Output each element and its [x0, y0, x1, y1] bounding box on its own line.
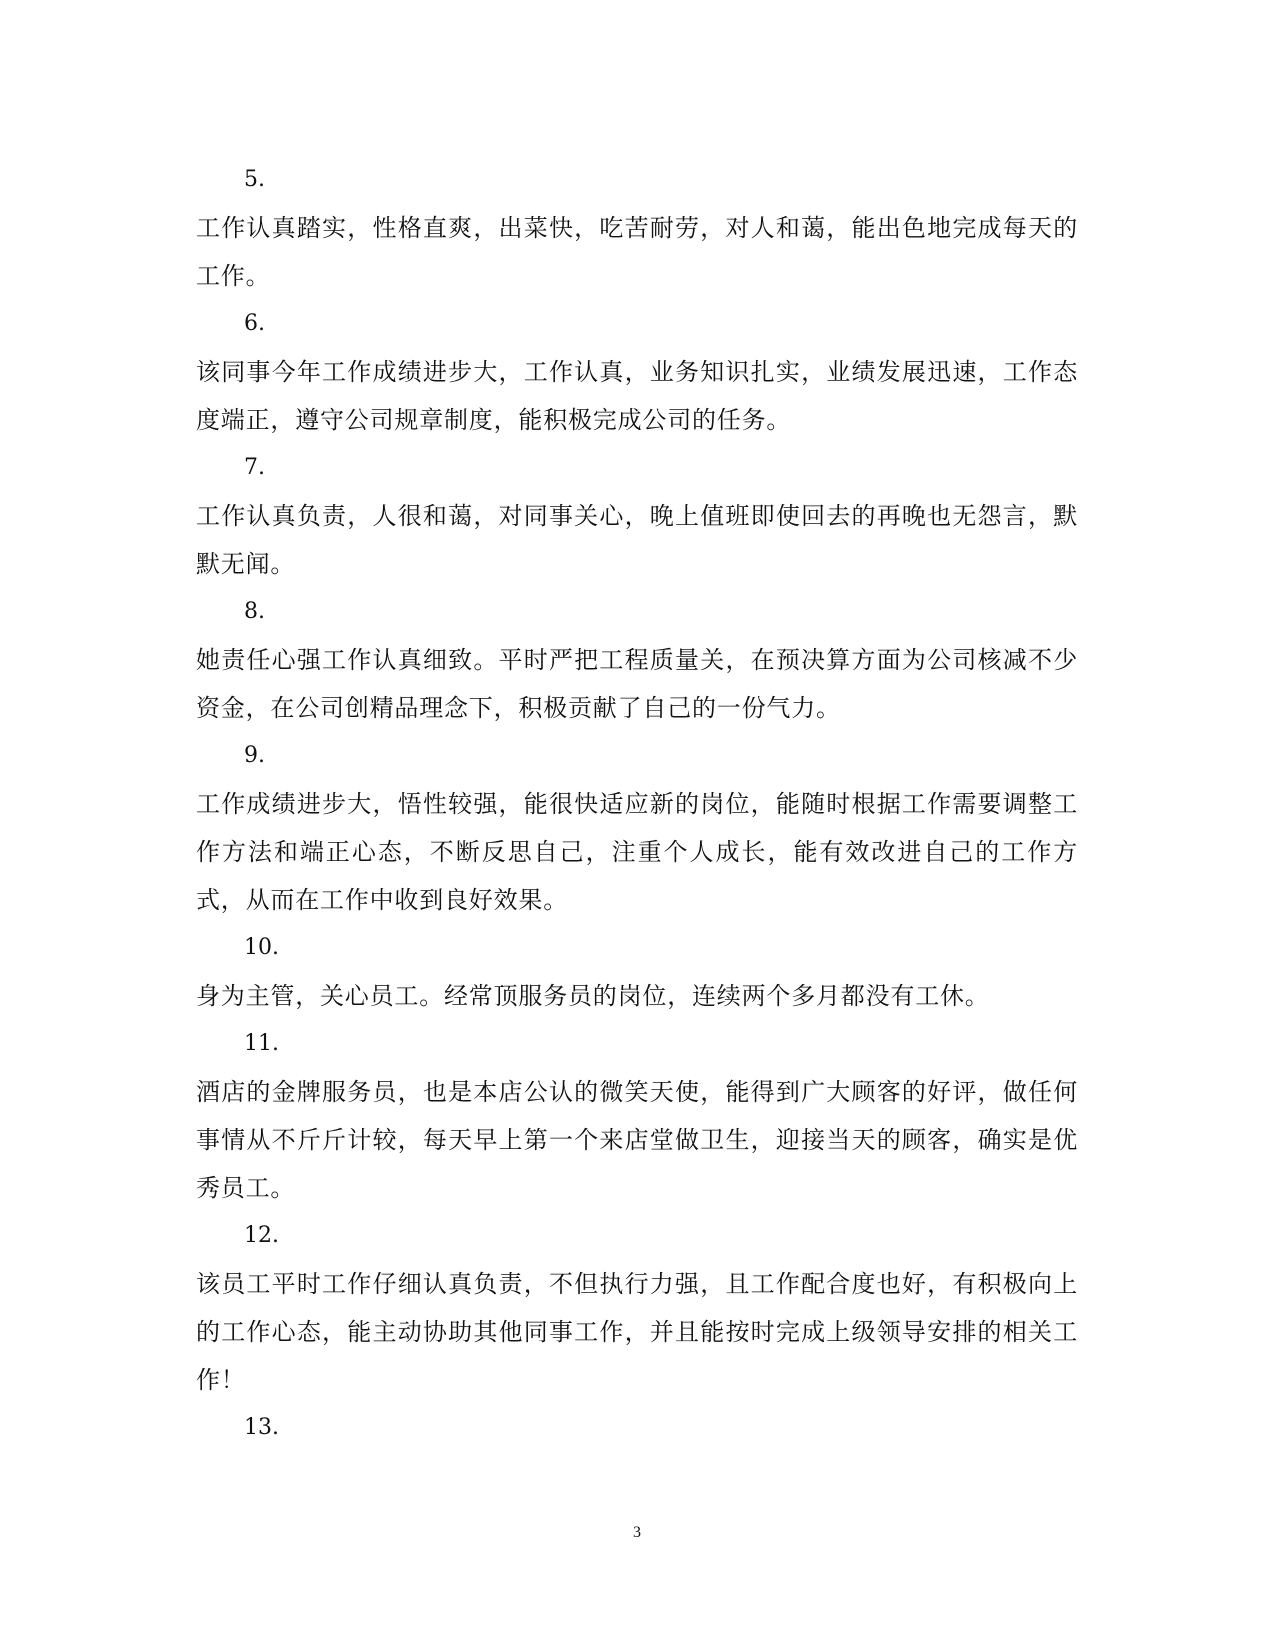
- item-text: 该同事今年工作成绩进步大，工作认真，业务知识扎实，业绩发展迅速，工作态度端正，遵守公司规章制度，能积极完成公司的任务。: [196, 358, 1078, 434]
- item-number: 6.: [244, 311, 265, 336]
- item-number: 8.: [244, 599, 265, 624]
- item-text: 她责任心强工作认真细致。平时严把工程质量关，在预决算方面为公司核减不少资金，在公司创精品理念下，积极贡献了自己的一份气力。: [196, 646, 1078, 722]
- item-number: 9.: [244, 743, 265, 768]
- item-text: 工作成绩进步大，悟性较强，能很快适应新的岗位，能随时根据工作需要调整工作方法和端正心态，不断反思自己，注重个人成长，能有效改进自己的工作方式，从而在工作中收到良好效果。: [196, 790, 1078, 914]
- list-item: [196, 300, 1078, 444]
- list-item: [196, 1404, 1078, 1452]
- item-number: 5.: [244, 167, 265, 192]
- list-item: [196, 1212, 1078, 1404]
- item-text: 酒店的金牌服务员，也是本店公认的微笑天使，能得到广大顾客的好评，做任何事情从不斤斤计较，每天早上第一个来店堂做卫生，迎接当天的顾客，确实是优秀员工。: [196, 1078, 1078, 1202]
- page-number: 3: [633, 1524, 641, 1541]
- list-item: [196, 588, 1078, 732]
- item-number: 12.: [244, 1223, 279, 1248]
- item-text: 工作认真踏实，性格直爽，出菜快，吃苦耐劳，对人和蔼，能出色地完成每天的工作。: [196, 214, 1078, 290]
- item-text: 该员工平时工作仔细认真负责，不但执行力强，且工作配合度也好，有积极向上的工作心态，能主动协助其他同事工作，并且能按时完成上级领导安排的相关工作！: [196, 1270, 1078, 1394]
- document-body: [196, 156, 1078, 1452]
- item-number: 13.: [244, 1415, 279, 1440]
- list-item: [196, 156, 1078, 300]
- item-number: 7.: [244, 455, 265, 480]
- list-item: [196, 1020, 1078, 1212]
- list-item: [196, 444, 1078, 588]
- list-item: [196, 924, 1078, 1020]
- item-number: 10.: [244, 935, 279, 960]
- list-item: [196, 732, 1078, 924]
- item-text: 工作认真负责，人很和蔼，对同事关心，晚上值班即使回去的再晚也无怨言，默默无闻。: [196, 502, 1078, 578]
- item-number: 11.: [244, 1031, 279, 1056]
- item-text: 身为主管，关心员工。经常顶服务员的岗位，连续两个多月都没有工休。: [196, 982, 990, 1010]
